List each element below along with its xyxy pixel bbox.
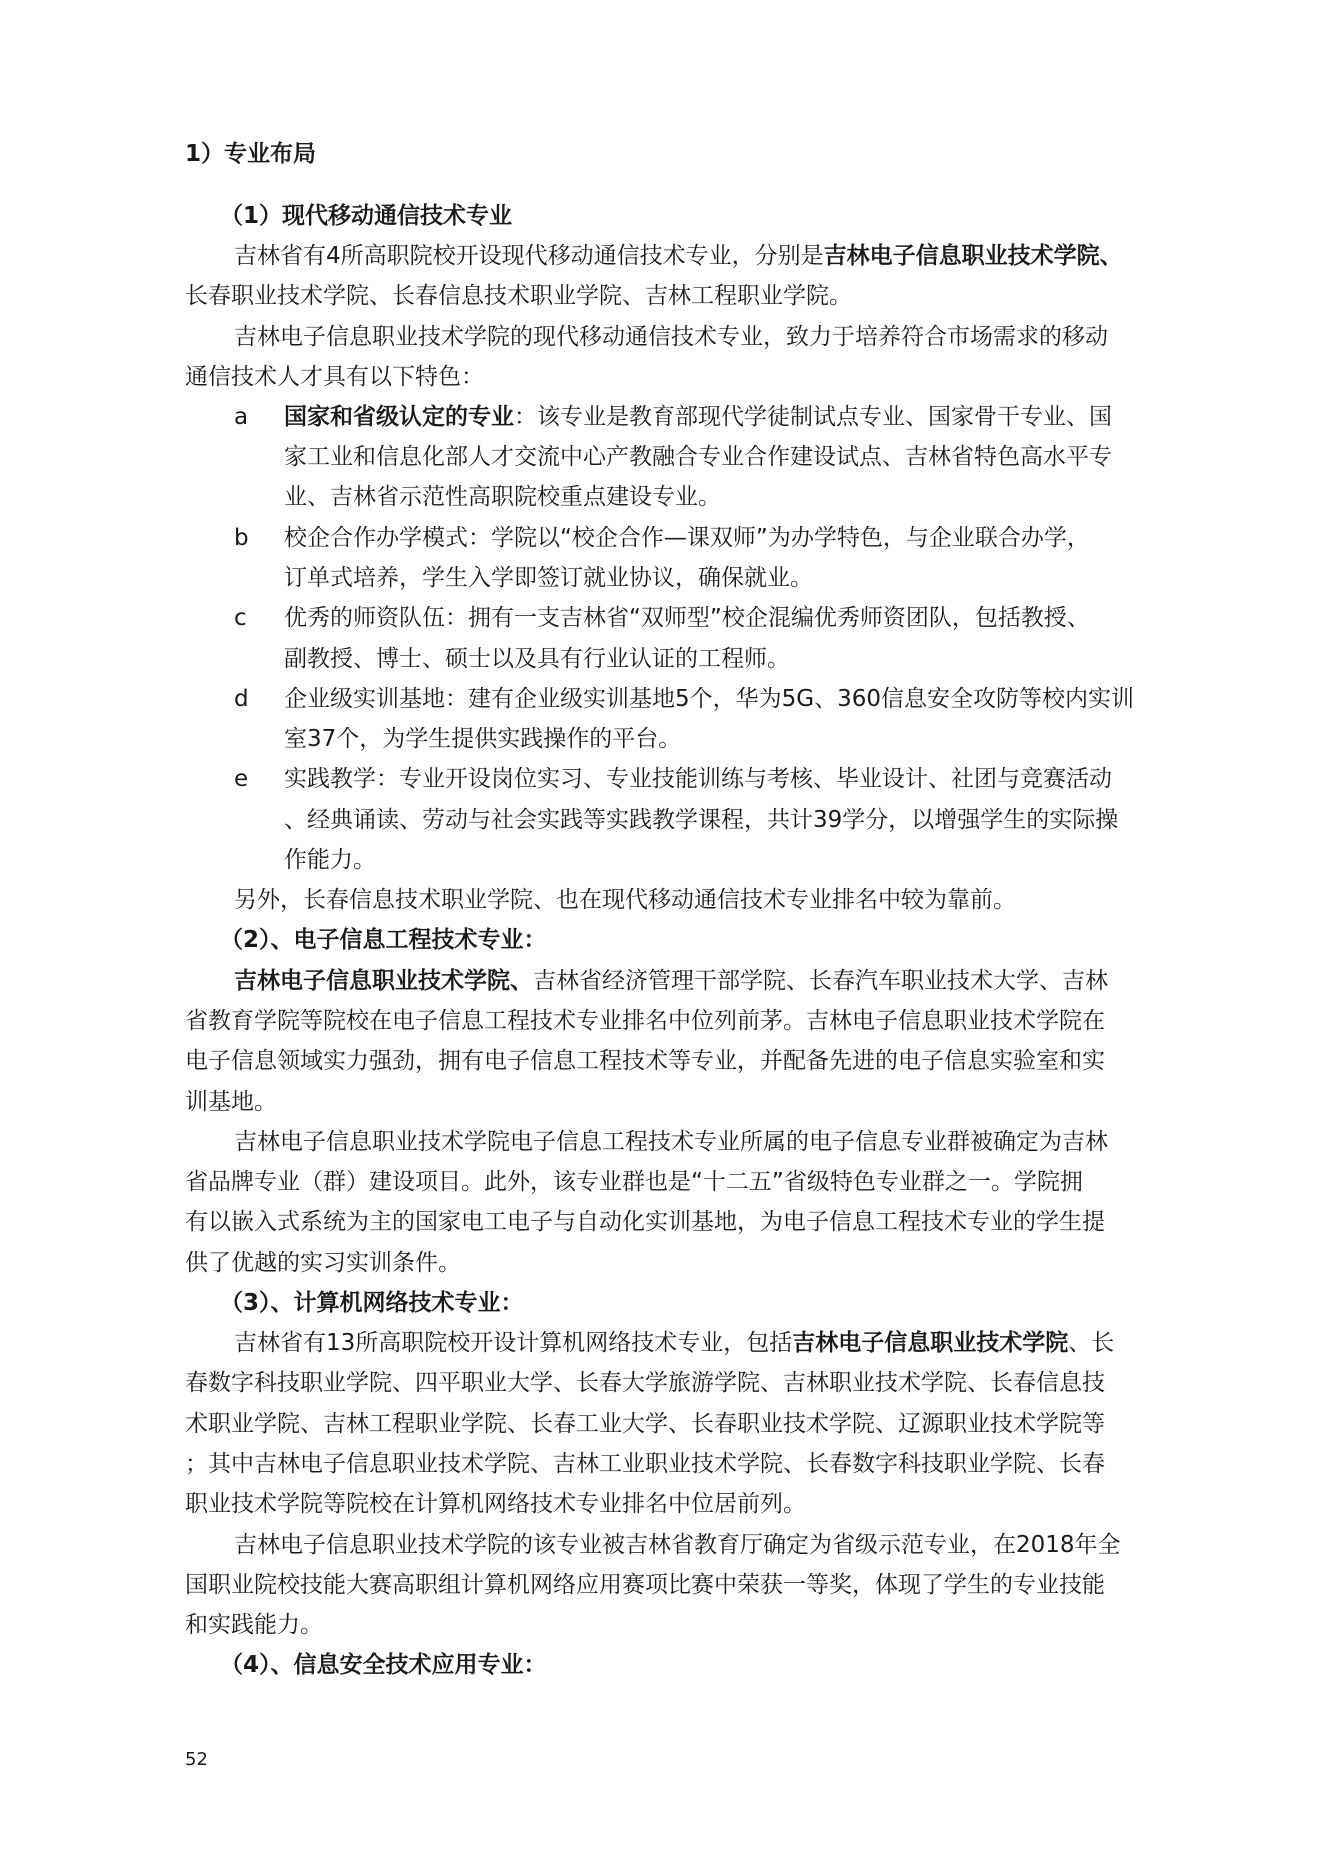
list-item-line: 、经典诵读、劳动与社会实践等实践教学课程，共计39学分，以增强学生的实际操 [284, 807, 1119, 833]
paragraph-line: 通信技术人才具有以下特色： [185, 364, 484, 390]
paragraph-line: 吉林电子信息职业技术学院的该专业被吉林省教育厅确定为省级示范专业，在2018年全 [234, 1532, 1121, 1558]
list-marker: d [234, 686, 249, 712]
paragraph-line: 另外，长春信息技术职业学院、也在现代移动通信技术专业排名中较为靠前。 [234, 887, 1016, 913]
text-segment: ：该专业是教育部现代学徒制试点专业、国家骨干专业、国 [514, 404, 1112, 430]
list-marker: c [234, 605, 247, 631]
list-marker: a [234, 404, 249, 430]
paragraph-line: ；其中吉林电子信息职业技术学院、吉林工业职业技术学院、长春数字科技职业学院、长春 [185, 1451, 1105, 1477]
text-segment: 、长 [1068, 1330, 1115, 1356]
paragraph-line [234, 1323, 1114, 1363]
list-marker: b [234, 525, 249, 551]
heading-computer-network: （3）、计算机网络技术专业： [220, 1290, 524, 1316]
list-item-line: 实践教学：专业开设岗位实习、专业技能训练与考核、毕业设计、社团与竞赛活动 [284, 766, 1112, 792]
list-item-line: 家工业和信息化部人才交流中心产教融合专业合作建设试点、吉林省特色高水平专 [284, 444, 1112, 470]
paragraph-line: 春数字科技职业学院、四平职业大学、长春大学旅游学院、吉林职业技术学院、长春信息技 [185, 1370, 1105, 1396]
heading-electronic-info: （2）、电子信息工程技术专业： [220, 927, 547, 953]
heading-info-security: （4）、信息安全技术应用专业： [220, 1652, 547, 1678]
paragraph-line: 有以嵌入式系统为主的国家电工电子与自动化实训基地，为电子信息工程技术专业的学生提 [185, 1209, 1105, 1235]
list-item-line [284, 397, 1112, 437]
paragraph-line: 术职业学院、吉林工程职业学院、长春工业大学、长春职业技术学院、辽源职业技术学院等 [185, 1411, 1105, 1437]
paragraph-line: 省品牌专业（群）建设项目。此外，该专业群也是“十二五”省级特色专业群之一。学院拥 [185, 1169, 1083, 1195]
list-item-line: 作能力。 [284, 847, 376, 873]
paragraph-line: 国职业院校技能大赛高职组计算机网络应用赛项比赛中荣获一等奖，体现了学生的专业技能 [185, 1572, 1105, 1598]
paragraph-line: 吉林电子信息职业技术学院电子信息工程技术专业所属的电子信息专业群被确定为吉林 [234, 1129, 1108, 1155]
paragraph-line: 供了优越的实习实训条件。 [185, 1250, 461, 1276]
paragraph-line: 训基地。 [185, 1089, 277, 1115]
list-item-line: 室37个，为学生提供实践操作的平台。 [284, 726, 682, 752]
text-segment: 吉林省有13所高职院校开设计算机网络技术专业，包括 [234, 1330, 793, 1356]
list-item-line: 业、吉林省示范性高职院校重点建设专业。 [284, 484, 721, 510]
list-item-line: 企业级实训基地：建有企业级实训基地5个，华为5G、360信息安全攻防等校内实训 [284, 686, 1134, 712]
emphasized-text: 吉林电子信息职业技术学院、 [234, 968, 533, 994]
list-marker: e [234, 766, 249, 792]
list-item-line: 校企合作办学模式：学院以“校企合作—课双师”为办学特色，与企业联合办学， [284, 525, 1090, 551]
paragraph-line: 职业技术学院等院校在计算机网络技术专业排名中位居前列。 [185, 1491, 806, 1517]
emphasized-text: 吉林电子信息职业技术学院、 [823, 243, 1123, 269]
section-title: 1）专业布局 [185, 141, 317, 167]
emphasized-text: 吉林电子信息职业技术学院 [792, 1330, 1069, 1356]
heading-mobile-communication: （1）现代移动通信技术专业 [220, 203, 513, 229]
text-segment: 吉林省经济管理干部学院、长春汽车职业技术大学、吉林 [533, 968, 1108, 994]
page-number: 52 [185, 1749, 208, 1770]
list-item-line: 优秀的师资队伍：拥有一支吉林省“双师型”校企混编优秀师资团队，包括教授、 [284, 605, 1090, 631]
paragraph-line: 长春职业技术学院、长春信息技术职业学院、吉林工程职业学院。 [185, 283, 852, 309]
paragraph-line: 吉林电子信息职业技术学院的现代移动通信技术专业，致力于培养符合市场需求的移动 [234, 324, 1108, 350]
paragraph-line: 和实践能力。 [185, 1612, 323, 1638]
paragraph-line: 省教育学院等院校在电子信息工程技术专业排名中位列前茅。吉林电子信息职业技术学院在 [185, 1008, 1105, 1034]
emphasized-text: 国家和省级认定的专业 [284, 404, 514, 430]
list-item-line: 订单式培养，学生入学即签订就业协议，确保就业。 [284, 565, 813, 591]
text-segment: 吉林省有4所高职院校开设现代移动通信技术专业，分别是 [234, 243, 824, 269]
paragraph-line [234, 961, 1108, 1001]
paragraph-line [234, 236, 1123, 276]
paragraph-line: 电子信息领域实力强劲，拥有电子信息工程技术等专业，并配备先进的电子信息实验室和实 [185, 1048, 1105, 1074]
list-item-line: 副教授、博士、硕士以及具有行业认证的工程师。 [284, 646, 790, 672]
